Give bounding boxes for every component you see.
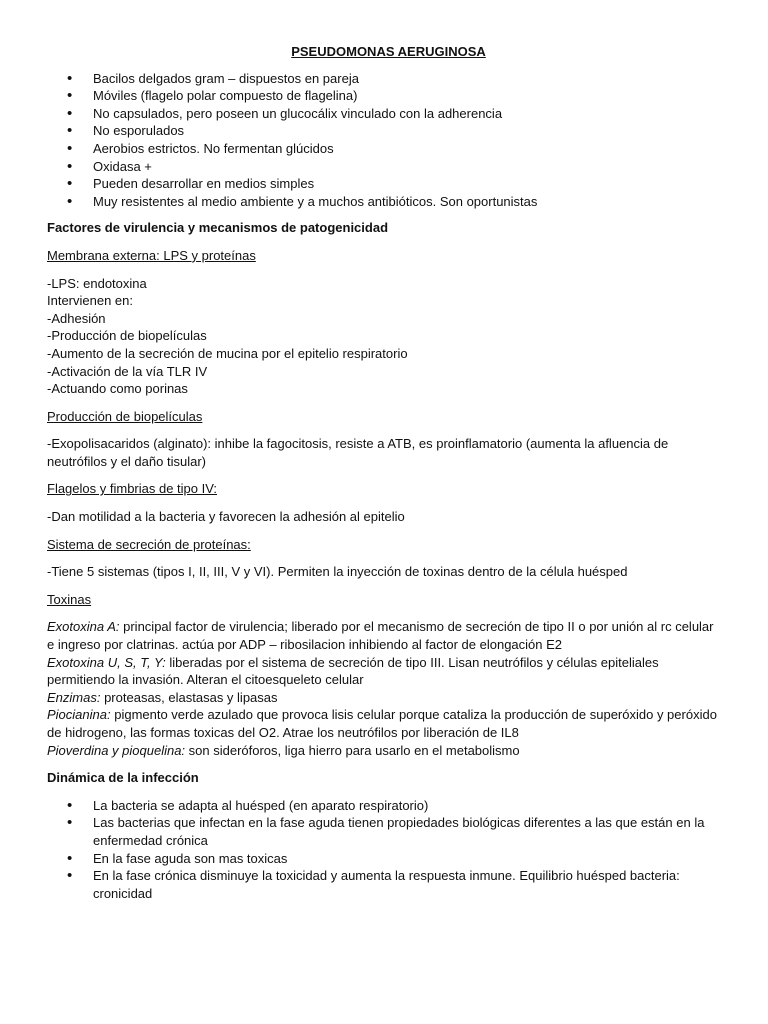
list-item: • Bacilos delgados gram – dispuestos en pareja xyxy=(47,70,724,88)
list-item: • En la fase crónica disminuye la toxicidad y aumenta la respuesta inmune. Equilibrio huésped bacteria: cronicidad xyxy=(47,867,724,902)
text-line: -Activación de la vía TLR IV xyxy=(47,363,208,379)
toxins-subheading: Toxinas xyxy=(47,591,92,607)
virulence-heading: Factores de virulencia y mecanismos de patogenicidad xyxy=(47,220,389,236)
toxin-description: pigmento verde azulado que provoca lisis celular porque cataliza la producción de superóxido y peróxido de hidrogeno, las formas toxicas del O2. Atrae los neutrófilos por liberación de IL8 xyxy=(47,707,717,740)
toxin-item xyxy=(47,618,724,653)
toxin-description: liberadas por el sistema de secreción de tipo III. Lisan neutrófilos y células epiteliales permitiendo la invasión. Alteran el citoesqueleto celular xyxy=(47,654,659,688)
text-line: -LPS: endotoxina xyxy=(47,275,147,291)
toxin-description: son sideróforos, liga hierro para usarlo en el metabolismo xyxy=(185,742,520,758)
text-line: -Actuando como porinas xyxy=(47,381,188,397)
dynamics-heading: Dinámica de la infección xyxy=(47,770,199,786)
text-line: -Producción de biopelículas xyxy=(47,328,207,344)
list-item: • No capsulados, pero poseen un glucocálix vinculado con la adherencia xyxy=(47,105,724,123)
list-item: • Muy resistentes al medio ambiente y a muchos antibióticos. Son oportunistas xyxy=(47,193,724,211)
flagella-subheading: Flagelos y fimbrias de tipo IV: xyxy=(47,481,218,497)
list-item: • Las bacterias que infectan en la fase aguda tienen propiedades biológicas diferentes a las que están en la enfermedad crónica xyxy=(47,814,724,849)
toxin-item xyxy=(47,742,724,760)
flagella-text: -Dan motilidad a la bacteria y favorecen la adhesión al epitelio xyxy=(47,509,405,525)
membrane-subheading: Membrana externa: LPS y proteínas xyxy=(47,247,256,263)
list-item: • No esporulados xyxy=(47,122,724,140)
toxin-item xyxy=(47,706,724,741)
list-item: • Móviles (flagelo polar compuesto de flagelina) xyxy=(47,87,724,105)
intro-bullet-list xyxy=(47,70,724,211)
secretion-text: -Tiene 5 sistemas (tipos I, II, III, V y VI). Permiten la inyección de toxinas dentro de la célula huésped xyxy=(47,564,628,580)
list-item: • Pueden desarrollar en medios simples xyxy=(47,175,724,193)
text-line: -Adhesión xyxy=(47,310,106,326)
toxin-term: Exotoxina A: xyxy=(47,619,120,635)
list-item: • Oxidasa + xyxy=(47,158,724,176)
membrane-lines xyxy=(47,275,724,398)
toxins-list xyxy=(47,618,724,759)
list-item: • La bacteria se adapta al huésped (en aparato respiratorio) xyxy=(47,797,724,815)
toxin-description: principal factor de virulencia; liberado por el mecanismo de secreción de tipo II o por unión al rc celular e ingreso por clatrinas. actúa por ADP – ribosilacion inhibiendo al factor de elongación E2 xyxy=(47,619,714,653)
dynamics-bullet-list xyxy=(47,797,724,903)
list-item: • En la fase aguda son mas toxicas xyxy=(47,850,724,868)
secretion-subheading: Sistema de secreción de proteínas: xyxy=(47,536,251,552)
text-line: Intervienen en: xyxy=(47,293,134,309)
biofilm-text: -Exopolisacaridos (alginato): inhibe la fagocitosis, resiste a ATB, es proinflamatorio (aumenta la afluencia de neutrófilos y el daño tisular) xyxy=(47,436,669,469)
toxin-term: Pioverdina y pioquelina: xyxy=(47,742,186,758)
toxin-term: Enzimas: xyxy=(47,689,101,705)
document-title: PSEUDOMONAS AERUGINOSA xyxy=(291,44,486,59)
text-line: -Aumento de la secreción de mucina por el epitelio respiratorio xyxy=(47,345,408,361)
biofilm-subheading: Producción de biopelículas xyxy=(47,408,203,424)
toxin-term: Piocianina: xyxy=(47,707,111,723)
toxin-item xyxy=(47,689,724,707)
toxin-term: Exotoxina U, S, T, Y: xyxy=(47,654,166,670)
toxin-description: proteasas, elastasas y lipasas xyxy=(100,689,278,705)
toxin-item xyxy=(47,654,724,689)
list-item: • Aerobios estrictos. No fermentan glúcidos xyxy=(47,140,724,158)
